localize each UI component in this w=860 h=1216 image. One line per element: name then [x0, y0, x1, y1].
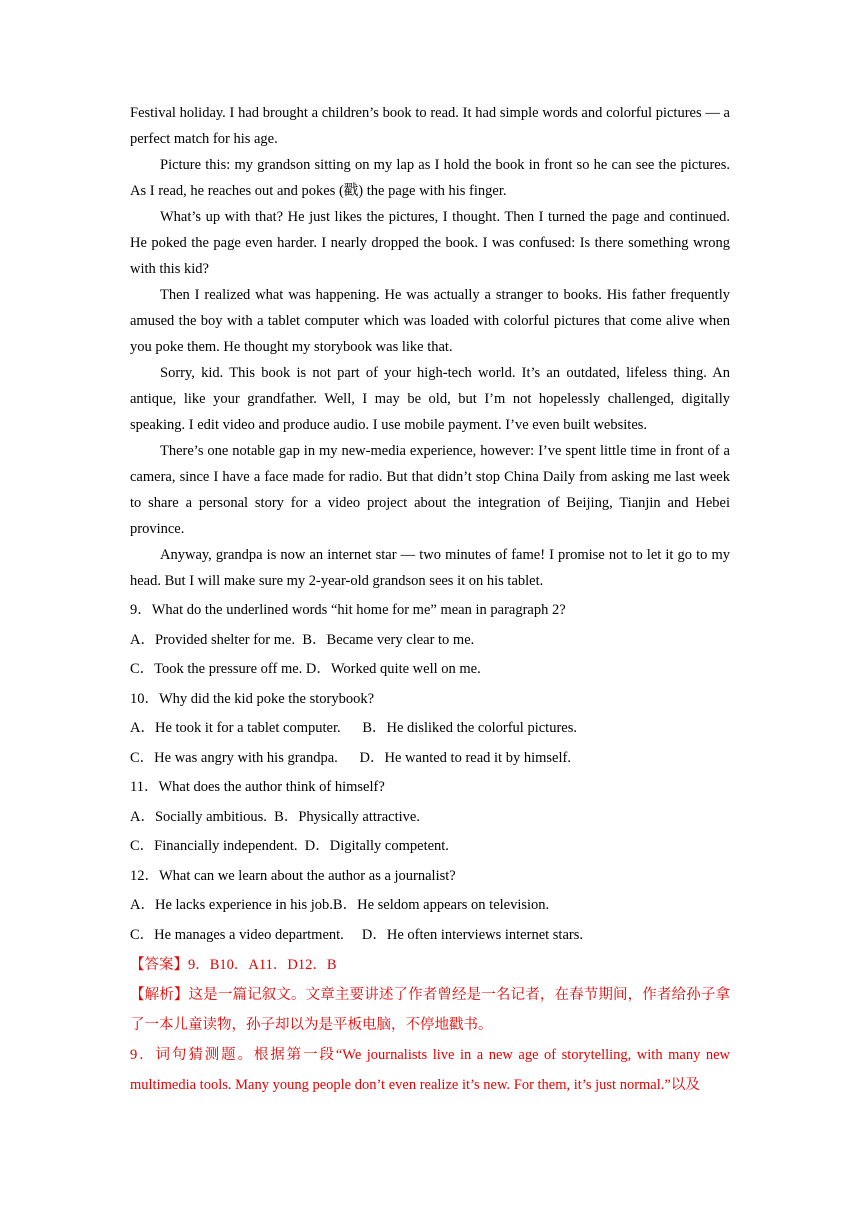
question-options-row: A．Socially ambitious. B．Physically attractive. — [130, 808, 420, 825]
analysis-text: 【解析】这是一篇记叙文。文章主要讲述了作者曾经是一名记者，在春节期间，作者给孙子拿了一本儿童读物，孙子却以为是平板电脑，不停地戳书。 — [130, 987, 730, 1033]
question-stem: 11．What does the author think of himself? — [130, 779, 385, 795]
document-page — [130, 100, 730, 1100]
question-list — [130, 596, 730, 950]
question-9-explanation: 9．词句猜测题。根据第一段“We journalists live in a new age of storytelling, with many new multimedia tools. Many young people don’t even realize it’s new. For them, it’s just normal.”以及 — [130, 1047, 730, 1093]
answer-key: 【答案】9．B10．A11．D12．B — [130, 957, 337, 973]
question-options-row: C．Financially independent. D．Digitally competent. — [130, 838, 449, 854]
question-options-row: A．Provided shelter for me. B．Became very clear to me. — [130, 631, 475, 648]
question-options-row: A．He took it for a tablet computer. B．He disliked the colorful pictures. — [130, 720, 577, 736]
passage-paragraph: Picture this: my grandson sitting on my lap as I hold the book in front so he can see the pictures. As I read, he reaches out and pokes (戳) the page with his finger. — [130, 157, 730, 199]
question-11 — [130, 773, 730, 862]
passage — [130, 100, 730, 594]
question-9 — [130, 596, 730, 685]
question-stem: 10．Why did the kid poke the storybook? — [130, 690, 375, 707]
question-12 — [130, 862, 730, 951]
answer-section — [130, 950, 730, 1100]
passage-paragraph: There’s one notable gap in my new-media experience, however: I’ve spent little time in front of a camera, since I have a face made for radio. But that didn’t stop China Daily from asking me last week to share a personal story for a video project about the integration of Beijing, Tianjin and Hebei province. — [130, 443, 730, 537]
passage-paragraph: Sorry, kid. This book is not part of your high-tech world. It’s an outdated, lifeless thing. An antique, like your grandfather. Well, I may be old, but I’m not hopelessly challenged, digitally speaking. I edit video and produce audio. I use mobile payment. I’ve even built websites. — [130, 365, 730, 433]
passage-paragraph: What’s up with that? He just likes the pictures, I thought. Then I turned the page and continued. He poked the page even harder. I nearly dropped the book. I was confused: Is there something wrong with this kid? — [130, 209, 730, 277]
passage-paragraph: Festival holiday. I had brought a children’s book to read. It had simple words and colorful pictures — a perfect match for his age. — [130, 105, 730, 147]
question-options-row: C．Took the pressure off me. D．Worked quite well on me. — [130, 661, 481, 677]
question-options-row: C．He was angry with his grandpa. D．He wanted to read it by himself. — [130, 749, 571, 766]
question-options-row: C．He manages a video department. D．He often interviews internet stars. — [130, 926, 583, 943]
passage-paragraph: Anyway, grandpa is now an internet star — two minutes of fame! I promise not to let it go to my head. But I will make sure my 2-year-old grandson sees it on his tablet. — [130, 547, 730, 589]
question-stem: 12．What can we learn about the author as a journalist? — [130, 867, 456, 884]
question-stem: 9．What do the underlined words “hit home for me” mean in paragraph 2? — [130, 602, 566, 618]
question-options-row: A．He lacks experience in his job.B．He seldom appears on television. — [130, 897, 550, 913]
question-10 — [130, 685, 730, 774]
passage-paragraph: Then I realized what was happening. He was actually a stranger to books. His father frequently amused the boy with a tablet computer which was loaded with colorful pictures that come alive when you poke them. He thought my storybook was like that. — [130, 287, 730, 355]
